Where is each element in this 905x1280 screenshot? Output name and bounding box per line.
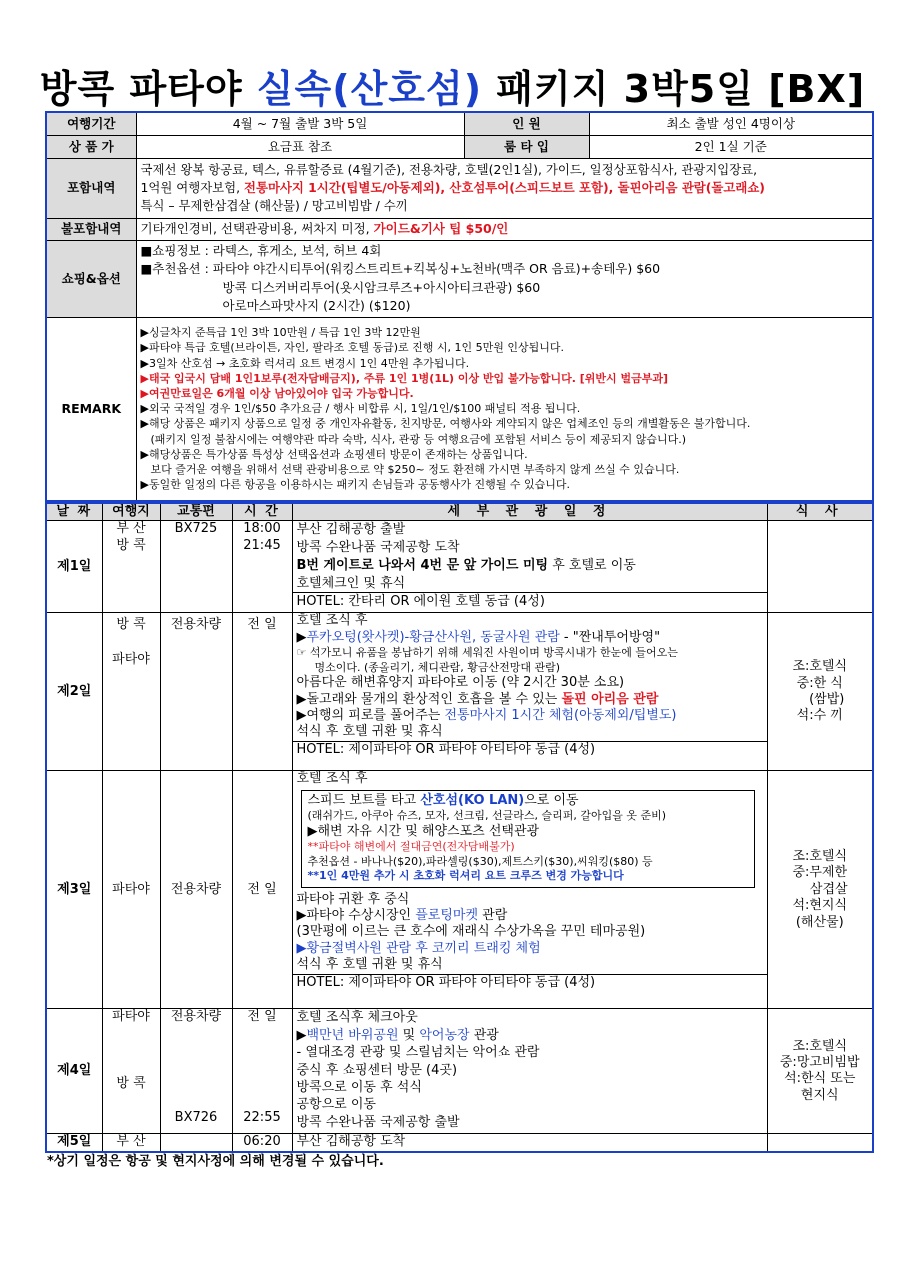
excluded-items: 기타개인경비, 선택관광비용, 써차지 미정, 가이드&기사 팁 $50/인 — [136, 218, 873, 240]
people-value: 최소 출발 성인 4명이상 — [589, 112, 873, 135]
period-label: 여행기간 — [46, 112, 136, 135]
day1-row — [46, 521, 873, 613]
day1-place: 부 산 방 콕 — [102, 521, 160, 613]
header-itinerary: 세 부 관 광 일 정 — [292, 503, 767, 521]
day4-label: 제4일 — [46, 1009, 102, 1134]
price-value: 요금표 참조 — [136, 135, 464, 158]
day5-label: 제5일 — [46, 1134, 102, 1152]
day1-time: 18:00 21:45 — [232, 521, 292, 613]
room-value: 2인 1실 기준 — [589, 135, 873, 158]
price-label: 상 품 가 — [46, 135, 136, 158]
day2-label: 제2일 — [46, 613, 102, 771]
day3-hotel: HOTEL: 제이파타야 OR 파타야 아티타야 동급 (4성) — [293, 974, 767, 991]
remark-list — [136, 317, 873, 501]
day4-time: 전 일 22:55 — [232, 1009, 292, 1134]
remark-item: ▶외국 국적일 경우 1인/$50 추가요금 / 행사 비합류 시, 1일/1인/$100 패널티 적용 됩니다. — [140, 402, 581, 416]
day1-hotel: HOTEL: 칸타리 OR 에이원 호텔 동급 (4성) — [293, 592, 767, 611]
period-value: 4월 ~ 7월 출발 3박 5일 — [136, 112, 464, 135]
remark-item: 보다 즐거운 여행을 위해서 선택 관광비용으로 약 $250~ 정도 환전해 가시면 부족하지 않게 쓰실 수 있습니다. — [150, 462, 680, 476]
day3-meals: 조:호텔식 중:무제한 삼겹살 석:현지식 (해산물) — [767, 771, 873, 1009]
remark-item: ▶해당상품은 특가상품 특성상 선택옵션과 쇼핑센터 방문이 존재하는 상품입니다. — [140, 447, 528, 461]
day1-label: 제1일 — [46, 521, 102, 613]
remark-item: ▶태국 입국시 담배 1인1보루(전자담배금지), 주류 1인 1병(1L) 이상 반입 불가능합니다. [위반시 벌금부과] — [140, 371, 669, 385]
info-table — [45, 111, 874, 502]
day1-itinerary: 부산 김해공항 출발 방콕 수완나품 국제공항 도착 B번 게이트로 나와서 4번 문 앞 가이드 미팅 후 호텔로 이동 호텔체크인 및 휴식 HOTEL: 칸타리 OR 에이원 호텔 동급 (4성) — [292, 521, 767, 613]
remark-item: ▶싱글차지 준특급 1인 3박 10만원 / 특급 1인 3박 12만원 — [140, 326, 421, 340]
day3-row — [46, 771, 873, 1009]
day2-meals: 조:호텔식 중:한 식 (쌈밥) 석:수 끼 — [767, 613, 873, 771]
included-items: 국제선 왕복 항공료, 텍스, 유류할증료 (4월기준), 전용차량, 호텔(2인1실), 가이드, 일정상포함식사, 관광지입장료, 1억원 여행자보험, 전통마사지 1시간(팁별도/아동제외), 산호섬투어(스피드보트 포함), 돌핀아리음 관람(돌고래쇼) 특식 – 무제한삼겹살 (해산물) / 망고비빔밥 / 수끼 — [136, 158, 873, 218]
day2-row — [46, 613, 873, 771]
header-meal: 식 사 — [767, 503, 873, 521]
remark-item: (패키지 일정 불참시에는 여행약관 따라 숙박, 식사, 관광 등 여행요금에 포함된 서비스 등이 제공되지 않습니다.) — [150, 432, 687, 446]
shopping-label: 쇼핑&옵션 — [46, 240, 136, 317]
people-label: 인 원 — [464, 112, 589, 135]
remark-item: ▶여권만료일은 6개월 이상 남아있어야 입국 가능합니다. — [140, 386, 414, 400]
day3-place: 파타야 — [102, 771, 160, 1009]
day1-transport: BX725 — [160, 521, 232, 613]
day3-label: 제3일 — [46, 771, 102, 1009]
day5-itinerary: 부산 김해공항 도착 — [292, 1134, 767, 1152]
day2-time: 전 일 — [232, 613, 292, 771]
day4-itinerary: 호텔 조식후 체크아웃 ▶백만년 바위공원 및 악어농장 관광 - 열대조경 관광 및 스릴넘치는 악어쇼 관람 중식 후 쇼핑센터 방문 (4곳) 방콕으로 이동 후 석식 공항으로 이동 방콕 수완나품 국제공항 출발 — [292, 1009, 767, 1134]
header-place: 여행지 — [102, 503, 160, 521]
day3-time: 전 일 — [232, 771, 292, 1009]
header-date: 날 짜 — [46, 503, 102, 521]
day3-coral-island-box: 스피드 보트를 타고 산호섬(KO LAN)으로 이동 (래쉬가드, 아쿠아 슈즈, 모자, 선크림, 선글라스, 슬리퍼, 갈아입을 옷 준비) ▶해변 자유 시간 및 해양스포츠 선택관광 **파타야 해변에서 절대금연(전자담배불가) 추천옵션 - 바나나($20),파라셀링($30),제트스키($30),씨워킹($80) 등 **1인 4만원 추가 시 초호화 럭셔리 요트 크루즈 변경 가능합니다 — [301, 790, 755, 888]
remark-item: ▶해당 상품은 패키지 상품으로 일정 중 개인자유활동, 친지방문, 여행사와 계약되지 않은 업체조인 등의 개별활동은 불가합니다. — [140, 417, 751, 431]
day5-time: 06:20 — [232, 1134, 292, 1152]
shopping-options: ■쇼핑정보 : 라텍스, 휴게소, 보석, 허브 4회 ■추천옵션 : 파타야 야간시티투어(워킹스트리트+킥복싱+노천바(맥주 OR 음료)+송테우) $60 방콕 디스커버리투어(욧시암크루즈+아시아티크관광) $60 아로마스파맛사지 (2시간) ($120) — [136, 240, 873, 317]
schedule-table — [45, 502, 874, 1153]
day2-transport: 전용차량 — [160, 613, 232, 771]
page-title: 방콕 파타야 실속(산호섬) 패키지 3박5일 [BX] — [39, 67, 866, 111]
remark-item: ▶파타야 특급 호텔(브라이튼, 자인, 팔라조 호텔 동급)로 진행 시, 1인 5만원 인상됩니다. — [140, 341, 565, 355]
room-label: 룸 타 입 — [464, 135, 589, 158]
day4-transport: 전용차량 BX726 — [160, 1009, 232, 1134]
day2-itinerary: 호텔 조식 후 ▶푸카오텅(왓사켓)-황금산사원, 동굴사원 관람 - "짠내투어방영" ☞ 석가모니 유품을 봉납하기 위해 세워진 사원이며 방콕시내가 한눈에 들어오는 명소이다. (종올리기, 체디관람, 황금산전망대 관람) 아름다운 해변휴양지 파타야로 이동 (약 2시간 30분 소요) ▶돌고래와 물개의 환상적인 호흡을 볼 수 있는 돌핀 아리음 관람 ▶여행의 피로를 풀어주는 전통마사지 1시간 체험(아동제외/팁별도) 석식 후 호텔 귀환 및 휴식 HOTEL: 제이파타야 OR 파타야 아티타야 동급 (4성) — [292, 613, 767, 771]
day4-meals: 조:호텔식 중:망고비빔밥 석:한식 또는 현지식 — [767, 1009, 873, 1134]
day3-itinerary: 호텔 조식 후 스피드 보트를 타고 산호섬(KO LAN)으로 이동 (래쉬가드, 아쿠아 슈즈, 모자, 선크림, 선글라스, 슬리퍼, 갈아입을 옷 준비) ▶해변 자유 시간 및 해양스포츠 선택관광 **파타야 해변에서 절대금연(전자담배불가) 추천옵션 - 바나나($20),파라셀링($30),제트스키($30),씨워킹($80) 등 **1인 4만원 추가 시 초호화 럭셔리 요트 크루즈 변경 가능합니다 파타야 귀환 후 중식 ▶파타야 수상시장인 플로팅마켓 관람 (3만평에 이르는 큰 호수에 재래식 수상가옥을 꾸민 테마공원) ▶황금절벽사원 관람 후 코끼리 트래킹 체험 석식 후 호텔 귀환 및 휴식 HOTEL: 제이파타야 OR 파타야 아티타야 동급 (4성) — [292, 771, 767, 1009]
remark-label: REMARK — [46, 317, 136, 501]
footnote: *상기 일정은 항공 및 현지사정에 의해 변경될 수 있습니다. — [47, 1154, 384, 1169]
day5-place: 부 산 — [102, 1134, 160, 1152]
included-label: 포함내역 — [46, 158, 136, 218]
day4-row — [46, 1009, 873, 1134]
excluded-label: 불포함내역 — [46, 218, 136, 240]
day2-place: 방 콕 파타야 — [102, 613, 160, 771]
day2-hotel: HOTEL: 제이파타야 OR 파타야 아티타야 동급 (4성) — [293, 741, 767, 758]
day3-transport: 전용차량 — [160, 771, 232, 1009]
header-time: 시 간 — [232, 503, 292, 521]
remark-item: ▶동일한 일정의 다른 항공을 이용하시는 패키지 손님들과 공동행사가 진행될 수 있습니다. — [140, 478, 570, 492]
remark-item: ▶3일차 산호섬 → 초호화 럭셔리 요트 변경시 1인 4만원 추가됩니다. — [140, 356, 470, 370]
header-transport: 교통편 — [160, 503, 232, 521]
day4-place: 파타야 방 콕 — [102, 1009, 160, 1134]
